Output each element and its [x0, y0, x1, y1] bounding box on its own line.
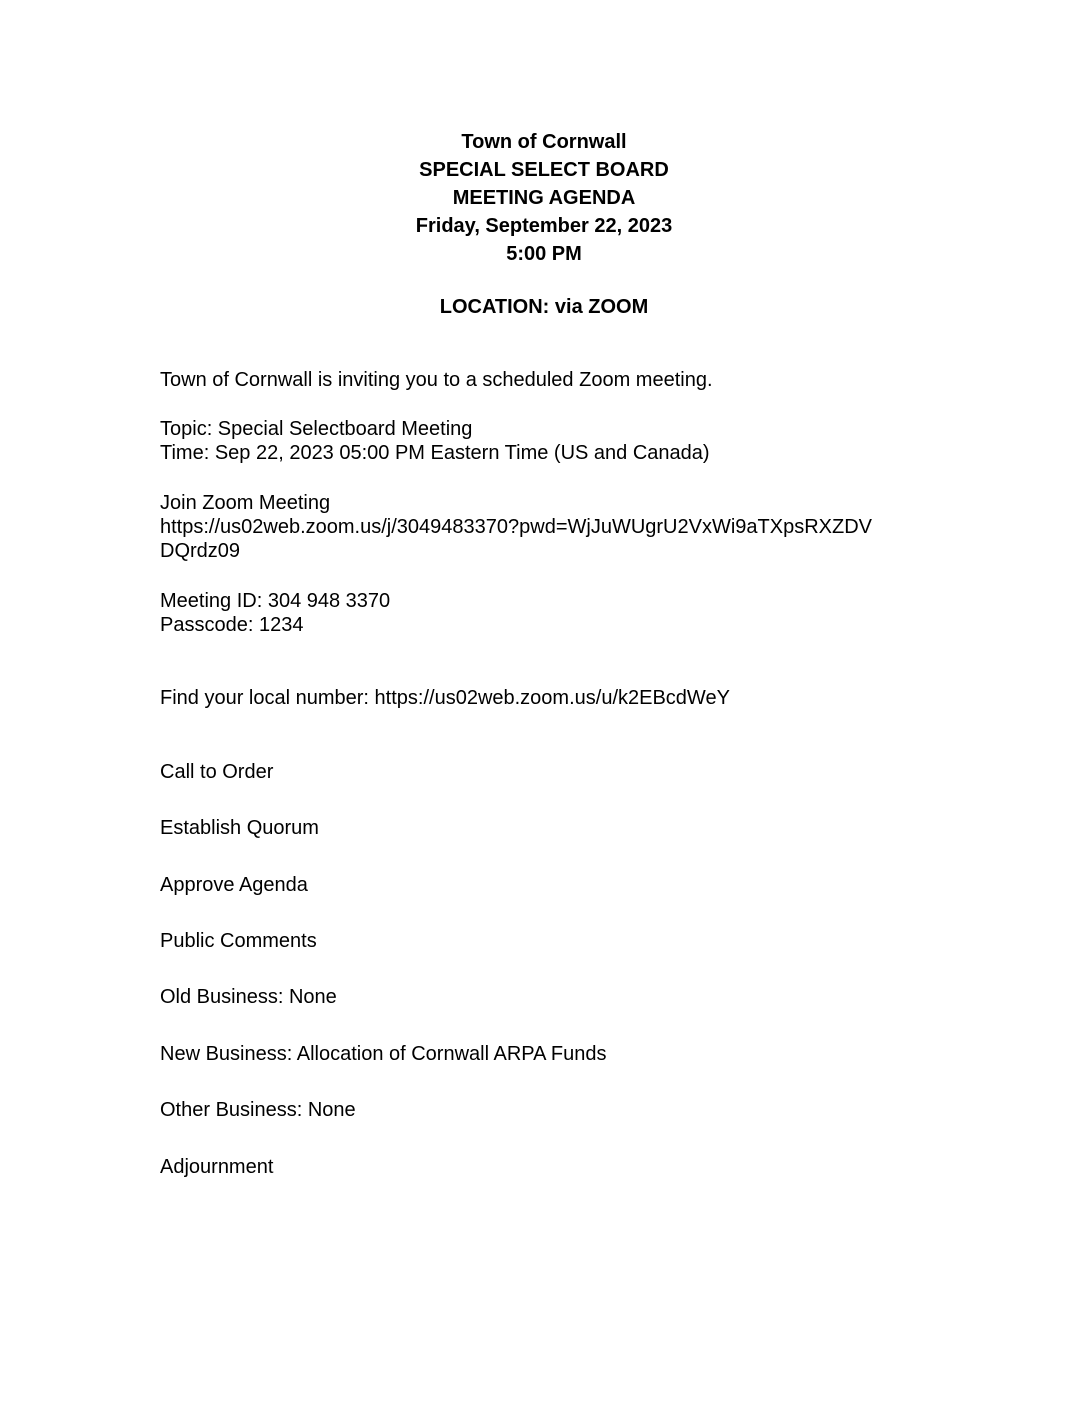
agenda-item: Approve Agenda	[160, 874, 308, 896]
invite-time: Time: Sep 22, 2023 05:00 PM Eastern Time (US and Canada)	[160, 442, 710, 464]
document-title: MEETING AGENDA	[452, 187, 636, 209]
invite-intro: Town of Cornwall is inviting you to a scheduled Zoom meeting.	[160, 369, 713, 391]
agenda-item: Establish Quorum	[160, 817, 319, 839]
passcode: Passcode: 1234	[160, 614, 304, 636]
meeting-date: Friday, September 22, 2023	[415, 215, 673, 237]
agenda-item: Public Comments	[160, 930, 317, 952]
join-url-line-1[interactable]: https://us02web.zoom.us/j/3049483370?pwd=WjJuWUgrU2VxWi9aTXpsRXZDV	[160, 516, 872, 538]
local-number: Find your local number: https://us02web.zoom.us/u/k2EBcdWeY	[160, 687, 730, 709]
agenda-item: Adjournment	[160, 1156, 274, 1178]
town-name: Town of Cornwall	[461, 131, 627, 153]
invite-topic: Topic: Special Selectboard Meeting	[160, 418, 473, 440]
agenda-item: Old Business: None	[160, 986, 337, 1008]
agenda-item: Other Business: None	[160, 1099, 356, 1121]
meeting-time: 5:00 PM	[506, 243, 582, 265]
agenda-item: New Business: Allocation of Cornwall ARPA Funds	[160, 1043, 607, 1065]
join-label: Join Zoom Meeting	[160, 492, 331, 514]
agenda-item: Call to Order	[160, 761, 274, 783]
meeting-id: Meeting ID: 304 948 3370	[160, 590, 391, 612]
join-url-line-2[interactable]: DQrdz09	[160, 540, 241, 562]
meeting-location: LOCATION: via ZOOM	[439, 296, 649, 318]
agenda-header	[0, 128, 1088, 321]
board-name: SPECIAL SELECT BOARD	[419, 159, 669, 181]
